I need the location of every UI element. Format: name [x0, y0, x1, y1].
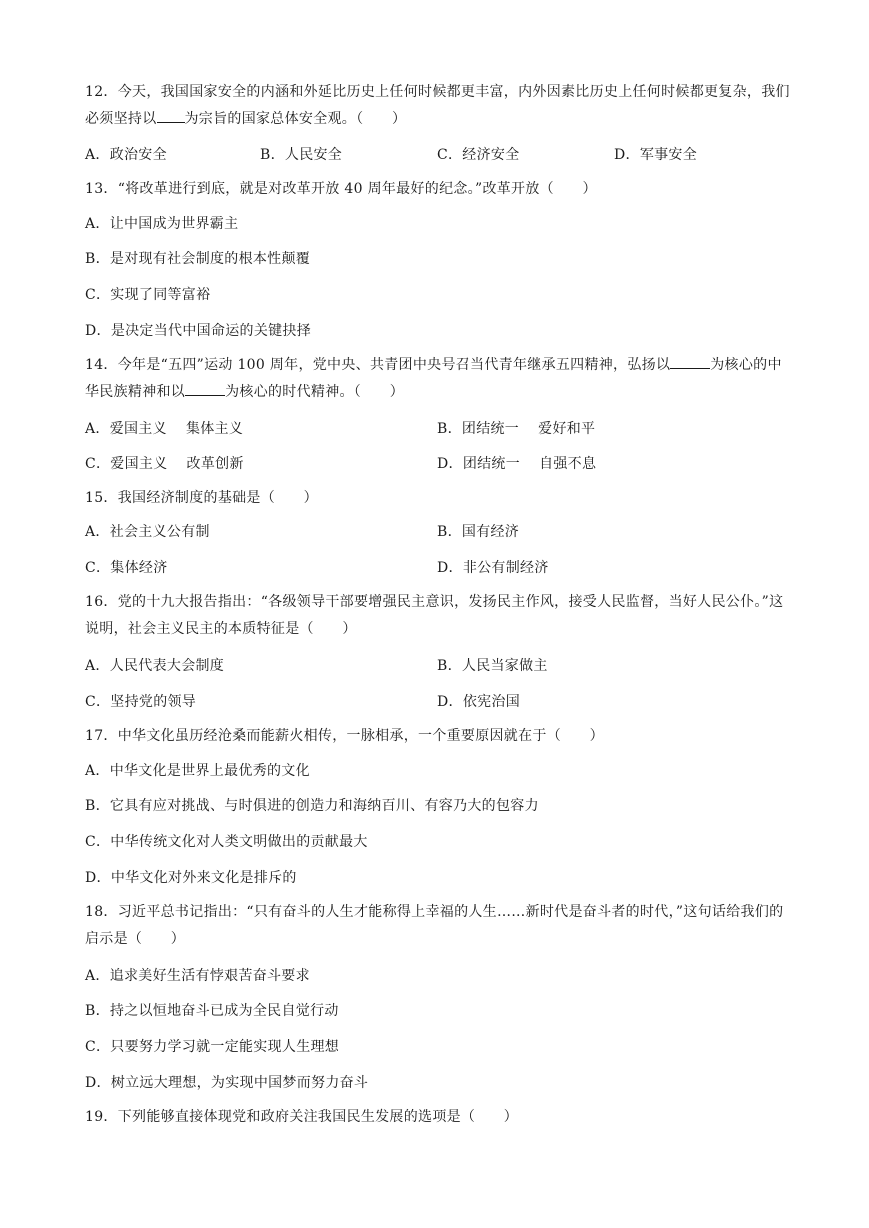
question-15-option-b: B．国有经济 — [437, 524, 520, 540]
question-17: 17．中华文化虽历经沧桑而能薪火相传，一脉相承，一个重要原因就在于（ ） — [85, 728, 604, 744]
question-17-option-c: C．中华传统文化对人类文明做出的贡献最大 — [85, 834, 368, 850]
question-18-option-d: D．树立远大理想，为实现中国梦而努力奋斗 — [85, 1075, 369, 1091]
question-14 — [85, 352, 790, 406]
question-13-option-d: D．是决定当代中国命运的关键抉择 — [85, 323, 312, 339]
answer-blank — [157, 108, 185, 123]
question-15-option-a: A．社会主义公有制 — [85, 524, 210, 540]
question-13-option-a: A．让中国成为世界霸主 — [85, 216, 239, 232]
question-12-option-d: D．军事安全 — [614, 147, 698, 163]
question-13-option-b: B．是对现有社会制度的根本性颠覆 — [85, 251, 311, 267]
question-18-option-c: C．只要努力学习就一定能实现人生理想 — [85, 1039, 340, 1055]
question-12-option-b: B．人民安全 — [260, 147, 343, 163]
question-15-option-c: C．集体经济 — [85, 560, 168, 576]
question-14-option-a: A．爱国主义 集体主义 — [85, 421, 244, 437]
question-15-option-d: D．非公有制经济 — [437, 560, 549, 576]
question-16: 16．党的十九大报告指出：“各级领导干部要增强民主意识，发扬民主作风，接受人民监督，当好人民公仆。”这说明，社会主义民主的本质特征是（ ） — [85, 594, 784, 637]
question-18-option-b: B．持之以恒地奋斗已成为全民自觉行动 — [85, 1003, 339, 1019]
question-12 — [85, 79, 790, 133]
question-16-option-d: D．依宪治国 — [437, 694, 521, 710]
question-13-option-c: C．实现了同等富裕 — [85, 287, 211, 303]
question-17-option-d: D．中华文化对外来文化是排斥的 — [85, 870, 297, 886]
question-12-option-c: C．经济安全 — [437, 147, 520, 163]
question-14-option-c: C．爱国主义 改革创新 — [85, 456, 244, 472]
question-16-option-c: C．坚持党的领导 — [85, 694, 197, 710]
answer-blank — [185, 381, 225, 396]
question-14-option-b: B．团结统一 爱好和平 — [437, 421, 596, 437]
question-19: 19．下列能够直接体现党和政府关注我国民生发展的选项是（ ） — [85, 1109, 519, 1125]
question-12-option-a: A．政治安全 — [85, 147, 167, 163]
question-17-option-b: B．它具有应对挑战、与时俱进的创造力和海纳百川、有容乃大的包容力 — [85, 798, 539, 814]
question-16-option-a: A．人民代表大会制度 — [85, 658, 225, 674]
answer-blank — [670, 354, 710, 369]
question-14-stem-c: 为核心的时代精神。（ ） — [225, 384, 405, 400]
question-18: 18．习近平总书记指出：“只有奋斗的人生才能称得上幸福的人生……新时代是奋斗者的时代，”这句话给我们的启示是（ ） — [85, 904, 784, 947]
question-13: 13．“将改革进行到底，就是对改革开放 40 周年最好的纪念。”改革开放（ ） — [85, 181, 597, 197]
question-12-stem-b: 为宗旨的国家总体安全观。（ ） — [184, 111, 407, 127]
question-14-stem-a: 14．今年是“五四”运动 100 周年，党中央、共青团中央号召当代青年继承五四精神，弘扬以 — [85, 357, 671, 373]
question-18-option-a: A．追求美好生活有悖艰苦奋斗要求 — [85, 968, 310, 984]
question-14-option-d: D．团结统一 自强不息 — [437, 456, 597, 472]
question-15: 15．我国经济制度的基础是（ ） — [85, 490, 318, 506]
question-14-stem-b: 为核心的中华民族精神和以 — [85, 357, 782, 400]
question-12-stem-a: 12．今天，我国国家安全的内涵和外延比历史上任何时候都更丰富，内外因素比历史上任何时候都更复杂，我们必须坚持以 — [85, 84, 790, 127]
question-17-option-a: A．中华文化是世界上最优秀的文化 — [85, 763, 310, 779]
question-16-option-b: B．人民当家做主 — [437, 658, 548, 674]
